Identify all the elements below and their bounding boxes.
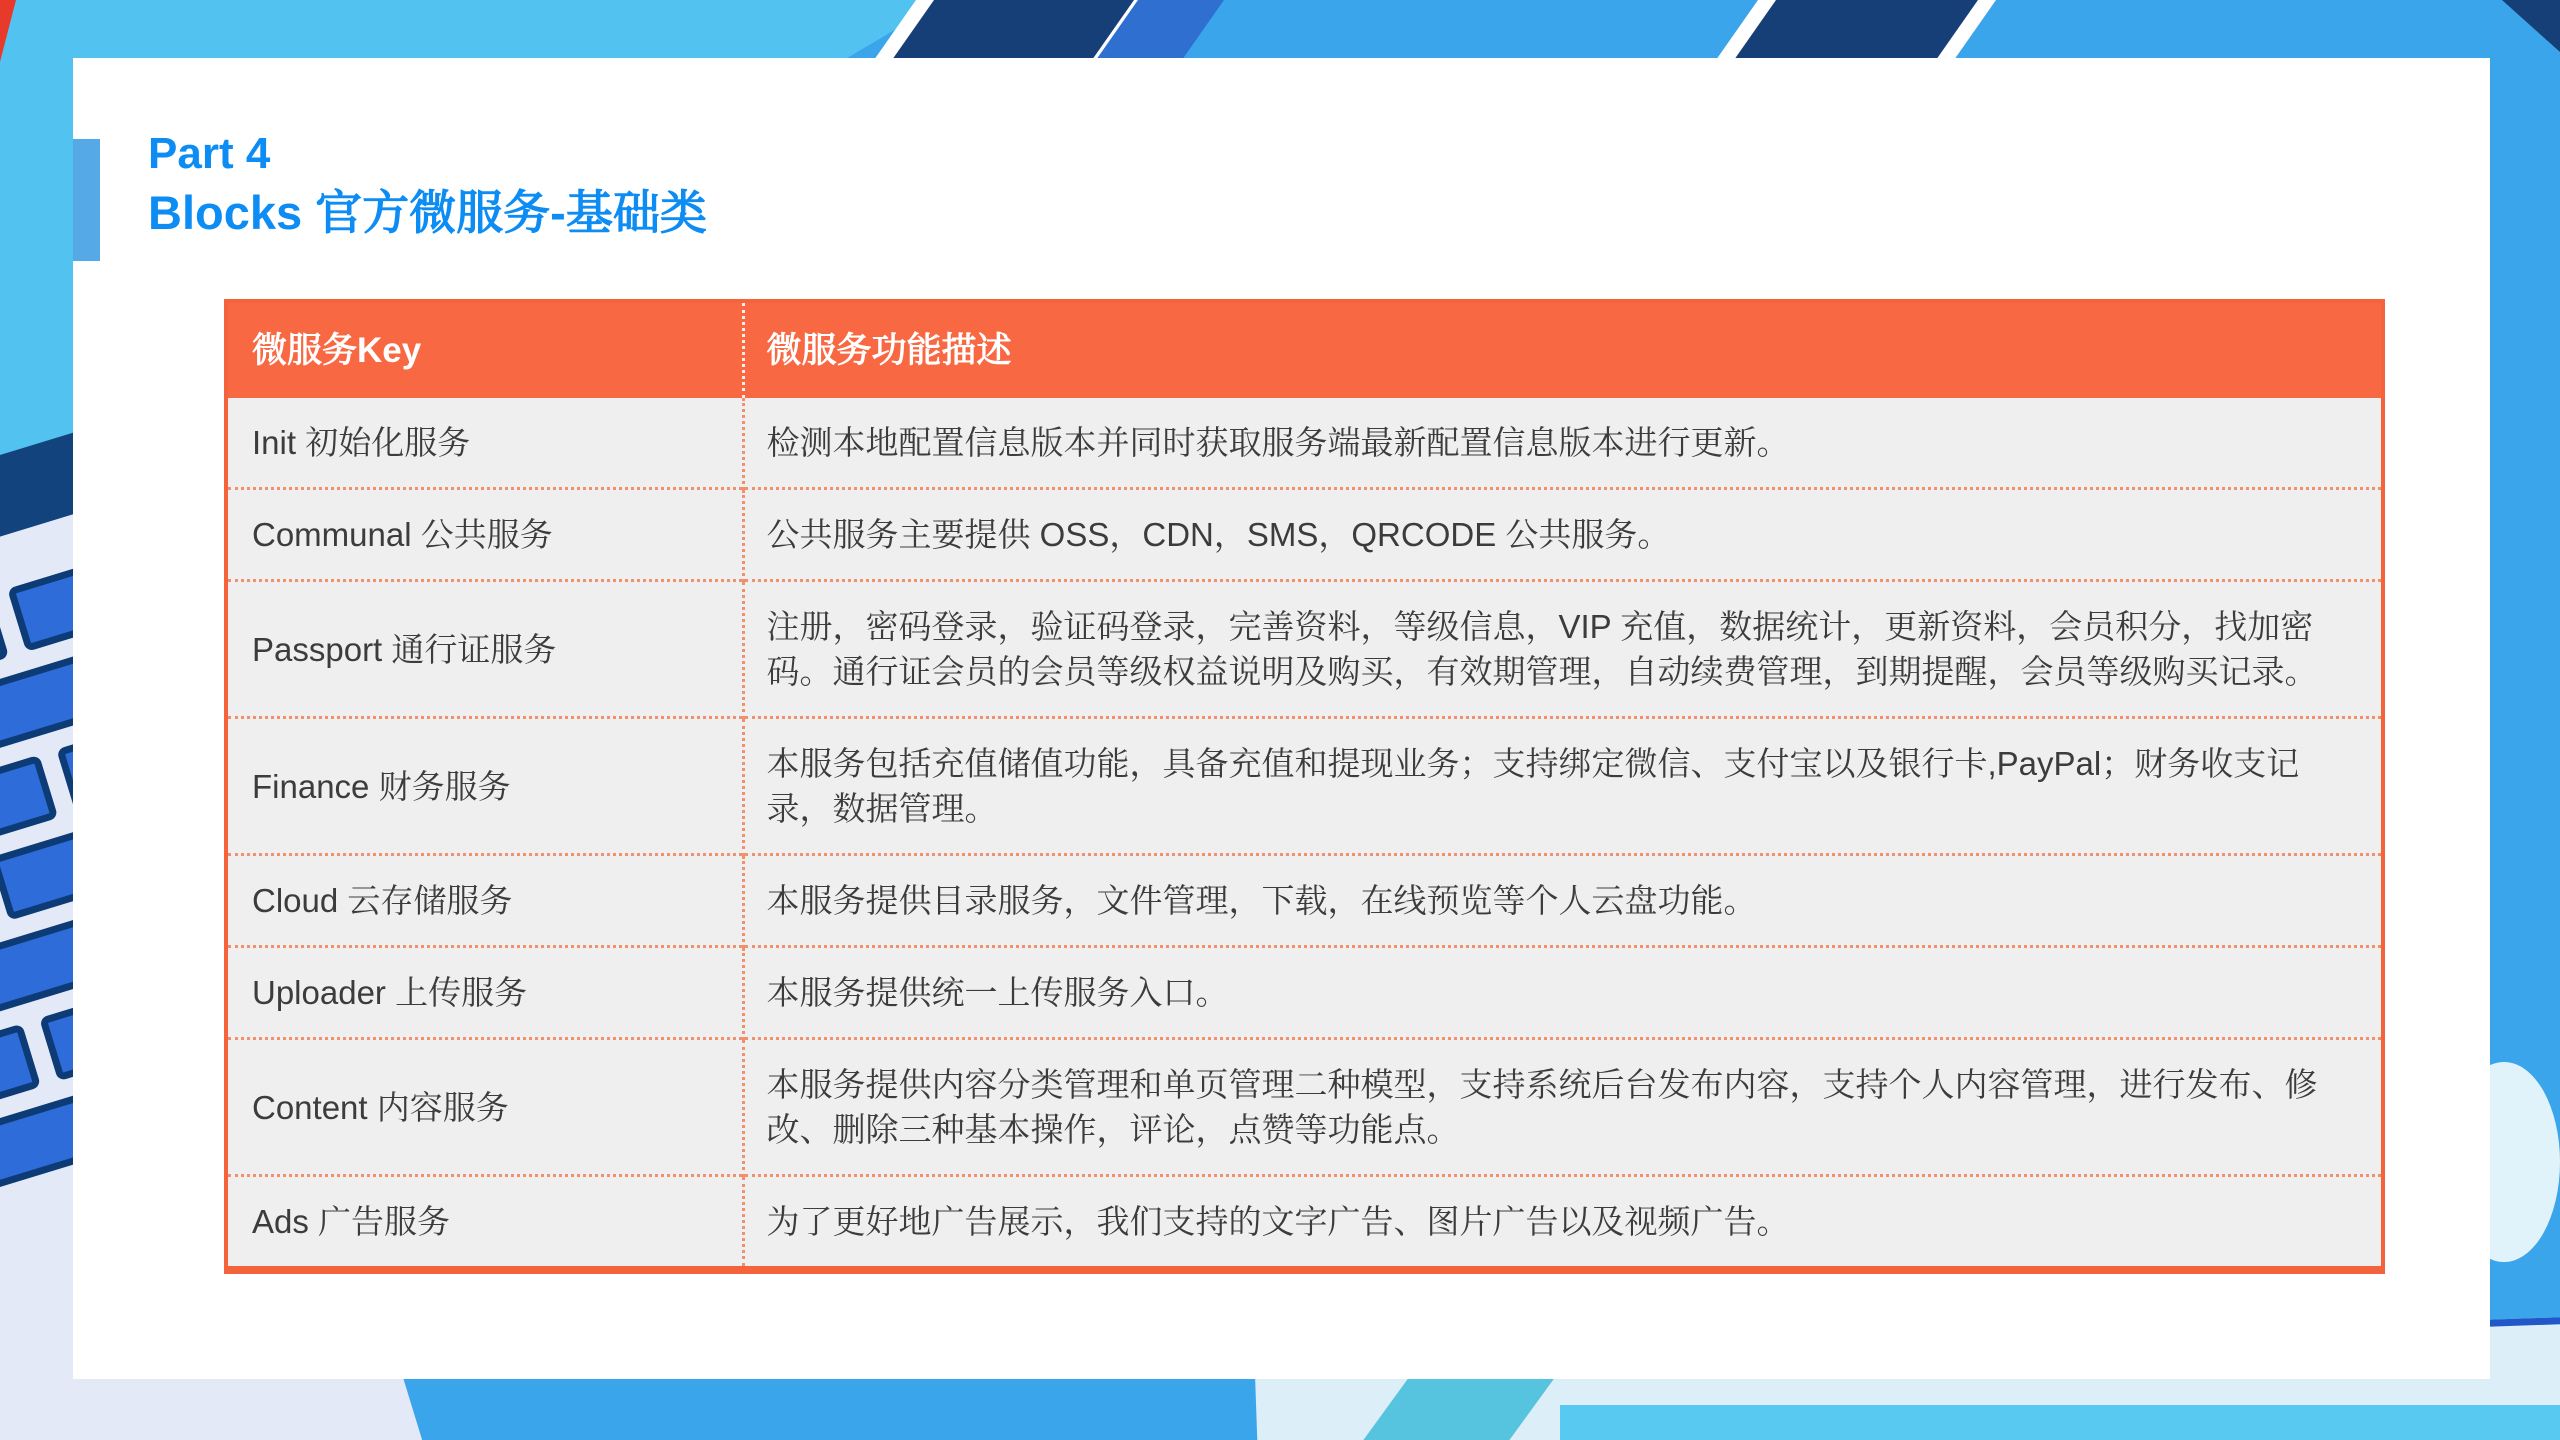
table-body [226,398,2383,1270]
table-row [226,1176,2383,1271]
title-accent-bar [73,139,100,261]
content-card [73,58,2490,1379]
service-key-cell: Ads 广告服务 [226,1176,743,1271]
service-key-cell: Passport 通行证服务 [226,581,743,718]
table-header-row [226,301,2383,398]
service-key-cell: Cloud 云存储服务 [226,855,743,947]
service-desc-cell: 本服务提供目录服务，文件管理，下载，在线预览等个人云盘功能。 [743,855,2383,947]
service-desc-cell: 本服务提供内容分类管理和单页管理二种模型，支持系统后台发布内容，支持个人内容管理，进行发布、修改、删除三种基本操作，评论，点赞等功能点。 [743,1039,2383,1176]
table-row [226,1039,2383,1176]
column-header-key: 微服务Key [252,331,422,370]
part-label: Part 4 [148,129,271,178]
page-title: Blocks 官方微服务-基础类 [148,186,707,239]
title-block [148,126,707,244]
service-desc-cell: 本服务提供统一上传服务入口。 [743,947,2383,1039]
table-row [226,855,2383,947]
service-key-cell: Finance 财务服务 [226,718,743,855]
microservices-table [224,299,2385,1274]
service-desc-cell: 本服务包括充值储值功能，具备充值和提现业务；支持绑定微信、支付宝以及银行卡,PayPal；财务收支记录，数据管理。 [743,718,2383,855]
service-key-cell: Content 内容服务 [226,1039,743,1176]
table-row [226,947,2383,1039]
table-row [226,581,2383,718]
service-key-cell: Uploader 上传服务 [226,947,743,1039]
service-desc-cell: 公共服务主要提供 OSS，CDN，SMS，QRCODE 公共服务。 [743,489,2383,581]
service-desc-cell: 检测本地配置信息版本并同时获取服务端最新配置信息版本进行更新。 [743,398,2383,489]
table-row [226,718,2383,855]
service-desc-cell: 注册，密码登录，验证码登录，完善资料，等级信息，VIP 充值，数据统计，更新资料，会员积分，找加密码。通行证会员的会员等级权益说明及购买，有效期管理，自动续费管理，到期提醒，会员等级购买记录。 [743,581,2383,718]
service-desc-cell: 为了更好地广告展示，我们支持的文字广告、图片广告以及视频广告。 [743,1176,2383,1271]
column-header-desc: 微服务功能描述 [743,301,2383,398]
table-row [226,489,2383,581]
table-row [226,398,2383,489]
service-key-cell: Communal 公共服务 [226,489,743,581]
bg-cyan-strip [1560,1405,2560,1440]
service-key-cell: Init 初始化服务 [226,398,743,489]
